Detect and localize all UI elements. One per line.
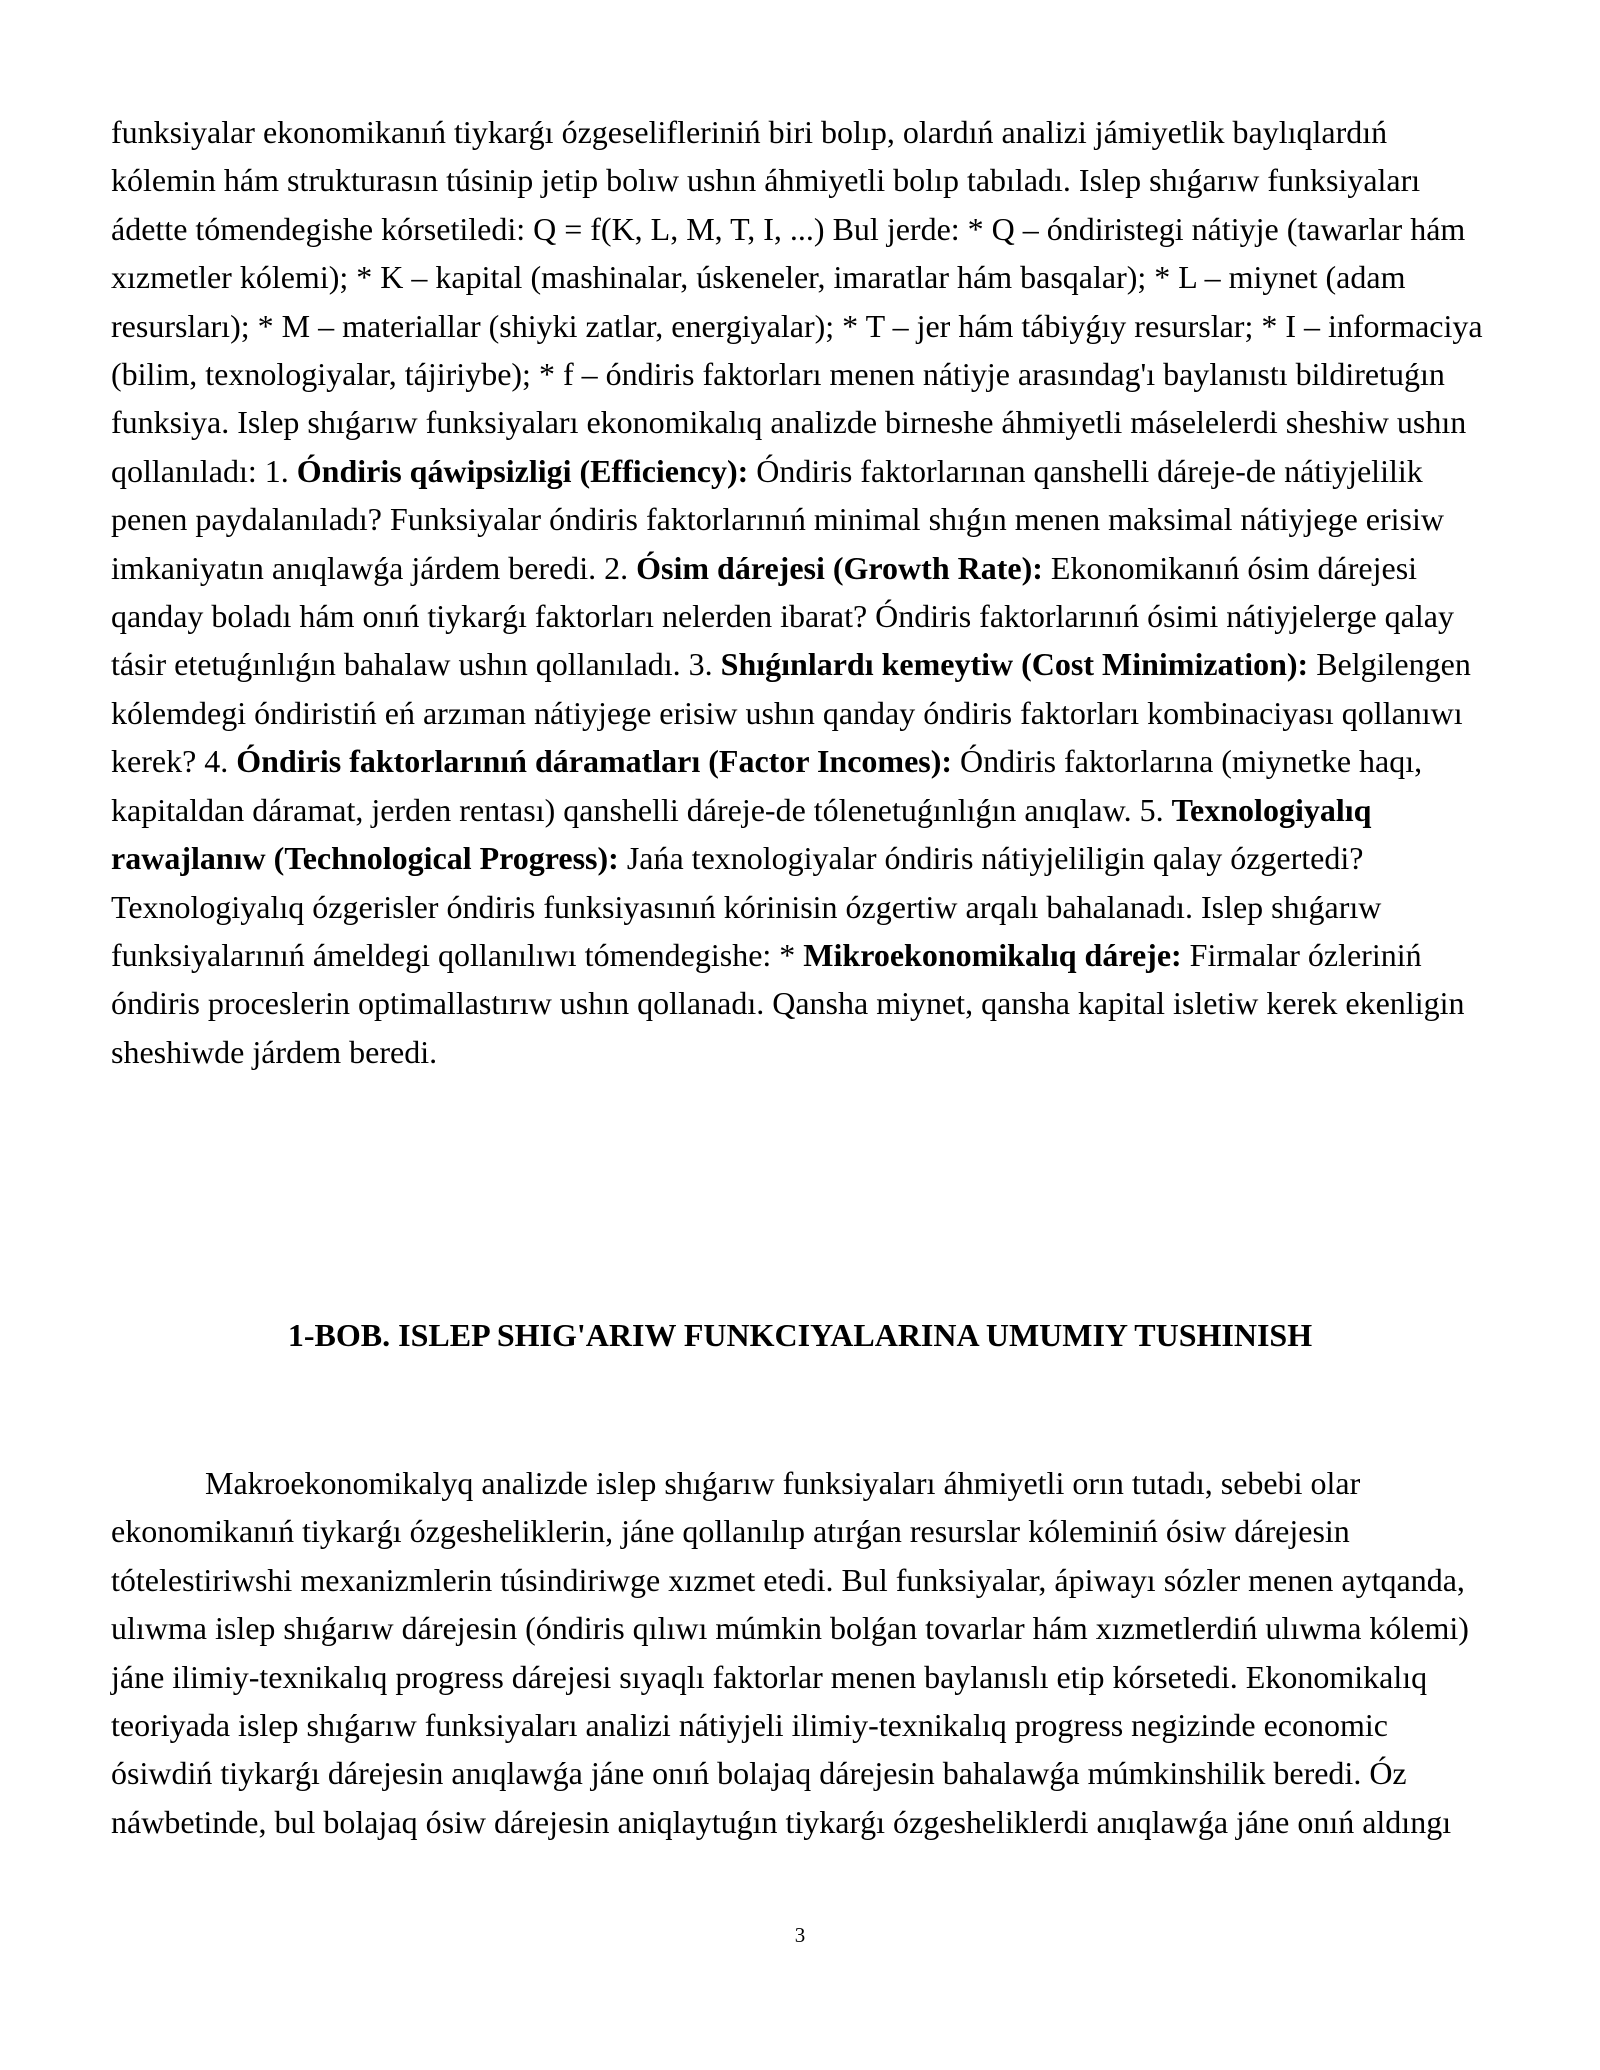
paragraph-1-text-6: Jańa texnologiyalar óndiris nátiyjeliligin qalay ózgertedi? Texnologiyalıq ózgerisler óndiris funksiyasınıń kórinisin ózgertiw arqalı bahalanadı. Islep shıǵarıw funksiyalarınıń ámeldegi qollanılıwı tómendegishe: * — [111, 840, 1382, 973]
paragraph-1-text-1: funksiyalar ekonomikanıń tiykarǵı ózgeselifleriniń biri bolıp, olardıń analizi jámiyetlik baylıqlardıń kólemin hám strukturasın túsinip jetip bolıw ushın áhmiyetli bolıp tabıladı. Islep shıǵarıw funksiyaları ádette tómendegishe kórsetiledi: Q = f(K, L, M, T, I, ...) Bul jerde: * Q – óndiristegi nátiyje (tawarlar hám xızmetler kólemi); * K – kapital (mashinalar, úskeneler, imaratlar hám basqalar); * L – miynet (adam resursları); * M – materiallar (shiyki zatlar, energiyalar); * T – jer hám tábiyǵıy resurslar; * I – informaciya (bilim, texnologiyalar, tájiriybe); * f – óndiris faktorları menen nátiyje arasındag'ı baylanıstı bildiretuǵın funksiya. Islep shıǵarıw funksiyaları ekonomikalıq analizde birneshe áhmiyetli máselelerdi sheshiw ushın qollanıladı: 1. — [111, 114, 1483, 489]
body-paragraph-2: Makroekonomikalyq analizde islep shıǵarıw funksiyaları áhmiyetli orın tutadı, sebebi olar ekonomikanıń tiykarǵı ózgesheliklerin, jáne qollanılıp atırǵan resurslar kóleminiń ósiw dárejesin tótelestiriwshi mexanizmlerin túsindiriwge xızmet etedi. Bul funksiyalar, ápiwayı sózler menen aytqanda, ulıwma islep shıǵarıw dárejesin (óndiris qılıwı múmkin bolǵan tovarlar hám xızmetlerdiń ulıwma kólemi) jáne ilimiy-texnikalıq progress dárejesi sıyaqlı faktorlar menen baylanıslı etip kórsetedi. Ekonomikalıq teoriyada islep shıǵarıw funksiyaları analizi nátiyjeli ilimiy-texnikalıq progress negizinde economic ósiwdiń tiykarǵı dárejesin anıqlawǵa jáne onıń bolajaq dárejesin bahalawǵa múmkinshilik beredi. Óz náwbetinde, bul bolajaq ósiw dárejesin aniqlaytuǵın tiykarǵı ózgesheliklerdi anıqlawǵa jáne onıń aldıngı — [111, 1465, 1469, 1840]
paragraph-1-bold-growth-rate: Ósim dárejesi (Growth Rate): — [636, 549, 1043, 586]
paragraph-1-text-2: Óndiris faktorlarınan qanshelli dáreje-de nátiyjelilik penen paydalanıladı? Funksiyalar óndiris faktorlarınıń minimal shıǵın menen maksimal nátiyjege erisiw imkaniyatın anıqlawǵa járdem beredi. 2. — [111, 452, 1444, 586]
page-number: 3 — [794, 1923, 806, 1947]
paragraph-1-bold-cost-minimization: Shıǵınlardı kemeytiw (Cost Minimization): — [720, 646, 1309, 683]
chapter-heading: 1-BOB. ISLEP SHIG'ARIW FUNKCIYALARINA UMUMIY TUSHINISH — [287, 1317, 1313, 1353]
paragraph-1-text-3: Ekonomikanıń ósim dárejesi qanday boladı hám onıń tiykarǵı faktorları nelerden ibarat? Óndiris faktorlarınıń ósimi nátiyjelerge qalay tásir etetuǵınlıǵın bahalaw ushın qollanıladı. 3. — [111, 549, 1454, 683]
paragraph-1-bold-factor-incomes: Óndiris faktorlarınıń dáramatları (Factor Incomes): — [236, 743, 953, 780]
paragraph-1-text-7: Firmalar ózleriniń óndiris proceslerin optimallastırıw ushın qollanadı. Qansha miynet, qansha kapital isletiw kerek ekenligin sheshiwde járdem beredi. — [111, 936, 1465, 1070]
paragraph-1-bold-technological-progress: Texnologiyalıq rawajlanıw (Technological Progress): — [111, 791, 1372, 877]
paragraph-1-bold-micro-level: Mikroekonomikalıq dáreje: — [803, 936, 1182, 973]
body-paragraph-1 — [111, 108, 1489, 1076]
paragraph-1-bold-efficiency: Óndiris qáwipsizligi (Efficiency): — [296, 452, 749, 489]
paragraph-1-text-5: Óndiris faktorlarına (miynetke haqı, kapitaldan dáramat, jerden rentası) qanshelli dáreje-de tólenetuǵınlıǵın anıqlaw. 5. — [111, 743, 1423, 828]
paragraph-1-text-4: Belgilengen kólemdegi óndiristiń eń arzıman nátiyjege erisiw ushın qanday óndiris faktorları kombinaciyası qollanıwı kerek? 4. — [111, 646, 1471, 780]
